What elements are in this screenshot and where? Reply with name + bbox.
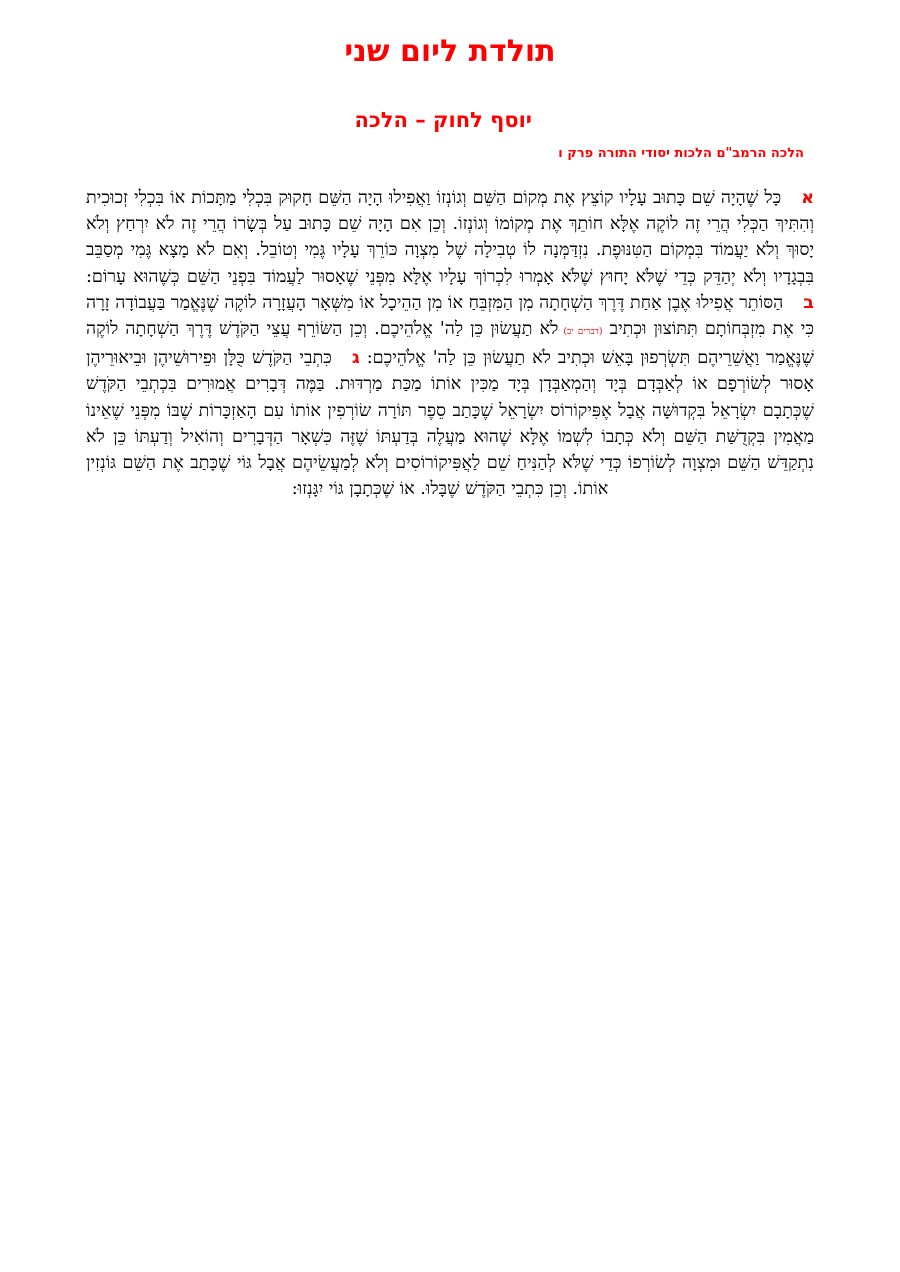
halacha-letter-2: ב — [803, 292, 814, 313]
section-title: יוסף לחוק – הלכה — [354, 108, 532, 132]
halacha-text-2-part-2: לֹא תַעֲשׂוּן כֵּן לַה' אֱלֹהֵיכֶם. וְכֵן הַשּׂוֹרֵף עֲצֵי הַקֹּדֶשׁ דֶּרֶךְ הַשְׁחָתָה לוֹקֶה שֶׁנֶּאֱמַר וַאֲשֵׁרֵיהֶם תִּשְׂרְפוּן בָּאֵשׁ וּכְתִיב לֹא תַעֲשׂוּן כֵּן לַה' אֱלֹהֵיכֶם: — [86, 319, 814, 369]
halacha-letter-1: א — [801, 188, 814, 208]
halacha-text-2-part-1: הַסּוֹתֵר אֲפִילוּ אֶבֶן אַחַת דֶּרֶךְ הַשְׁחָתָה מִן הַמִּזְבֵּחַ אוֹ מִן הַהֵיכָל אוֹ מִשְּׁאָר הָעֲזָרָה לוֹקֶה שֶׁנֶּאֱמַר בַּעֲבוֹדָה זָרָה כִּי אֶת מִזְבְּחוֹתָם תִּתּוֹצוּן וּכְתִיב — [86, 292, 814, 340]
halacha-text-3: כִּתְבֵי הַקֹּדֶשׁ כֻּלָּן וּפֵירוּשֵׁיהֶן וּבֵיאוּרֵיהֶן אָסוּר לְשׂוֹרְפָם אוֹ לְאַבְּדָם בְּיָד וְהַמְאַבְּדָן בְּיָד מַכִּין אוֹתוֹ מַכַּת מַרְדּוּת. בַּמֶּה דְּבָרִים אֲמוּרִים בִּכְתְבֵי הַקֹּדֶשׁ שֶׁכְּתָבָם יִשְׂרָאֵל בִּקְדוּשָּׁה אֲבָל אֶפִּיקוֹרוֹס יִשְׂרָאֵל שֶׁכָּתַב סֵפֶר תּוֹרָה שׂוֹרְפִין אוֹתוֹ עִם הָאַזְכָּרוֹת שֶׁבּוֹ מִפְּנֵי שֶׁאֵינוֹ מַאֲמִין בִּקְדֻשַּׁת הַשֵּׁם וְלֹא כְּתָבוֹ לִשְׁמוֹ אֶלָּא שֶׁהוּא מַעֲלֶה בְּדַעְתּוֹ שֶׁזֶּה כִּשְׁאָר הַדְּבָרִים וְהוֹאִיל וְדַעְתּוֹ כֵּן לֹא נִתְקַדֵּשׁ הַשֵּׁם וּמִצְוָה לְשׂוֹרְפוֹ כְּדֵי שֶׁלֹּא לְהַנִּיחַ שֵׁם לַאֲפִּיקוֹרוֹסִים וְלֹא לְמַעֲשֵׂיהֶם אֲבָל גּוֹי שֶׁכָּתַב אֶת הַשֵּׁם גּוֹנְזִין אוֹתוֹ. וְכֵן כִּתְבֵי הַקֹּדֶשׁ שֶׁבָּלוּ. אוֹ שֶׁכְּתָבָן גּוֹי יִגָּנְזוּ: — [86, 348, 814, 500]
source-reference: הלכה הרמב"ם הלכות יסודי התורה פרק ו — [558, 146, 804, 161]
halacha-text-block — [86, 185, 814, 502]
halacha-letter-3: ג — [351, 348, 360, 369]
page-title: תולדת ליום שני — [344, 34, 556, 69]
halacha-text-1: כָּל שֶׁהָיָה שֵׁם כָּתוּב עָלָיו קוֹצֵץ אֶת מְקוֹם הַשֵּׁם וְגוֹנְזוֹ וַאֲפִילוּ הָיָה הַשֵּׁם חָקוּק בִּכְלִי מַתָּכוֹת אוֹ בִּכְלִי זְכוּכִית וְהִתִּיךְ הַכְּלִי הֲרֵי זֶה לוֹקֶה אֶלָּא חוֹתֵךְ אֶת מְקוֹמוֹ וְגוֹנְזוֹ. וְכֵן אִם הָיָה שֵׁם כָּתוּב עַל בְּשָׂרוֹ הֲרֵי זֶה לֹא יִרְחַץ וְלֹא יָסוּךְ וְלֹא יַעֲמוֹד בִּמְקוֹם הַטִּנּוּפֶת. נִזְדַּמְּנָה לוֹ טְבִילָה שֶׁל מִצְוָה כּוֹרֵךְ עָלָיו גֶּמִי וְטוֹבֵל. וְאִם לֹא מָצָא גֶּמִי מְסַבֵּב בִּבְגָדָיו וְלֹא יְהַדֵּק כְּדֵי שֶׁלֹּא יָחוּץ שֶׁלֹּא אָמְרוּ לִכְרוֹךְ עָלָיו אֶלָּא מִפְּנֵי שֶׁאָסוּר לַעֲמוֹד בִּפְנֵי הַשֵּׁם כְּשֶׁהוּא עָרוֹם: — [86, 188, 814, 287]
verse-reference: (דברים יב) — [563, 327, 603, 338]
